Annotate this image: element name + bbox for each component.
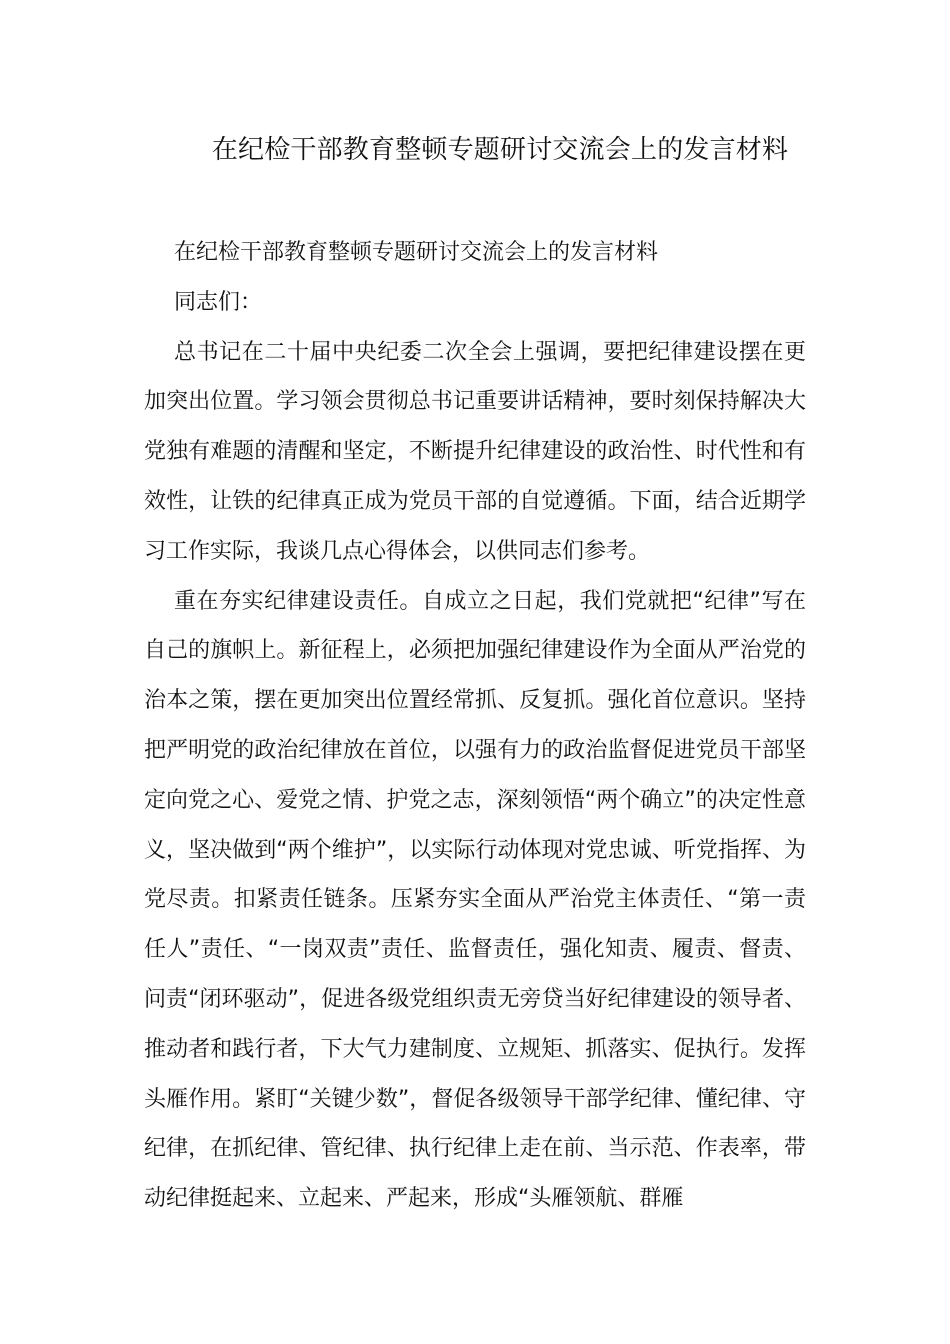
- document-title: 在纪检干部教育整顿专题研讨交流会上的发言材料: [211, 135, 789, 165]
- document-body: [144, 228, 806, 1224]
- paragraph-subtitle: 在纪检干部教育整顿专题研讨交流会上的发言材料: [174, 240, 659, 265]
- paragraph-intro: 总书记在二十届中央纪委二次全会上强调，要把纪律建设摆在更加突出位置。学习领会贯彻总书记重要讲话精神，要时刻保持解决大党独有难题的清醒和坚定，不断提升纪律建设的政治性、时代性和有效性，让铁的纪律真正成为党员干部的自觉遵循。下面，结合近期学习工作实际，我谈几点心得体会，以供同志们参考。: [144, 339, 806, 564]
- paragraph-salutation: 同志们：: [174, 289, 263, 315]
- paragraph-section-1: 重在夯实纪律建设责任。自成立之日起，我们党就把“纪律”写在自己的旗帜上。新征程上，必须把加强纪律建设作为全面从严治党的治本之策，摆在更加突出位置经常抓、反复抓。强化首位意识。坚持把严明党的政治纪律放在首位，以强有力的政治监督促进党员干部坚定向党之心、爱党之情、护党之志，深刻领悟“两个确立”的决定性意义，坚决做到“两个维护”，以实际行动体现对党忠诚、听党指挥、为党尽责。扣紧责任链条。压紧夯实全面从严治党主体责任、“第一责任人”责任、“一岗双责”责任、监督责任，强化知责、履责、督责、问责“闭环驱动”，促进各级党组织责无旁贷当好纪律建设的领导者、推动者和践行者，下大气力建制度、立规矩、抓落实、促执行。发挥头雁作用。紧盯“关键少数”，督促各级领导干部学纪律、懂纪律、守纪律，在抓纪律、管纪律、执行纪律上走在前、当示范、作表率，带动纪律挺起来、立起来、严起来，形成“头雁领航、群雁: [144, 588, 806, 1212]
